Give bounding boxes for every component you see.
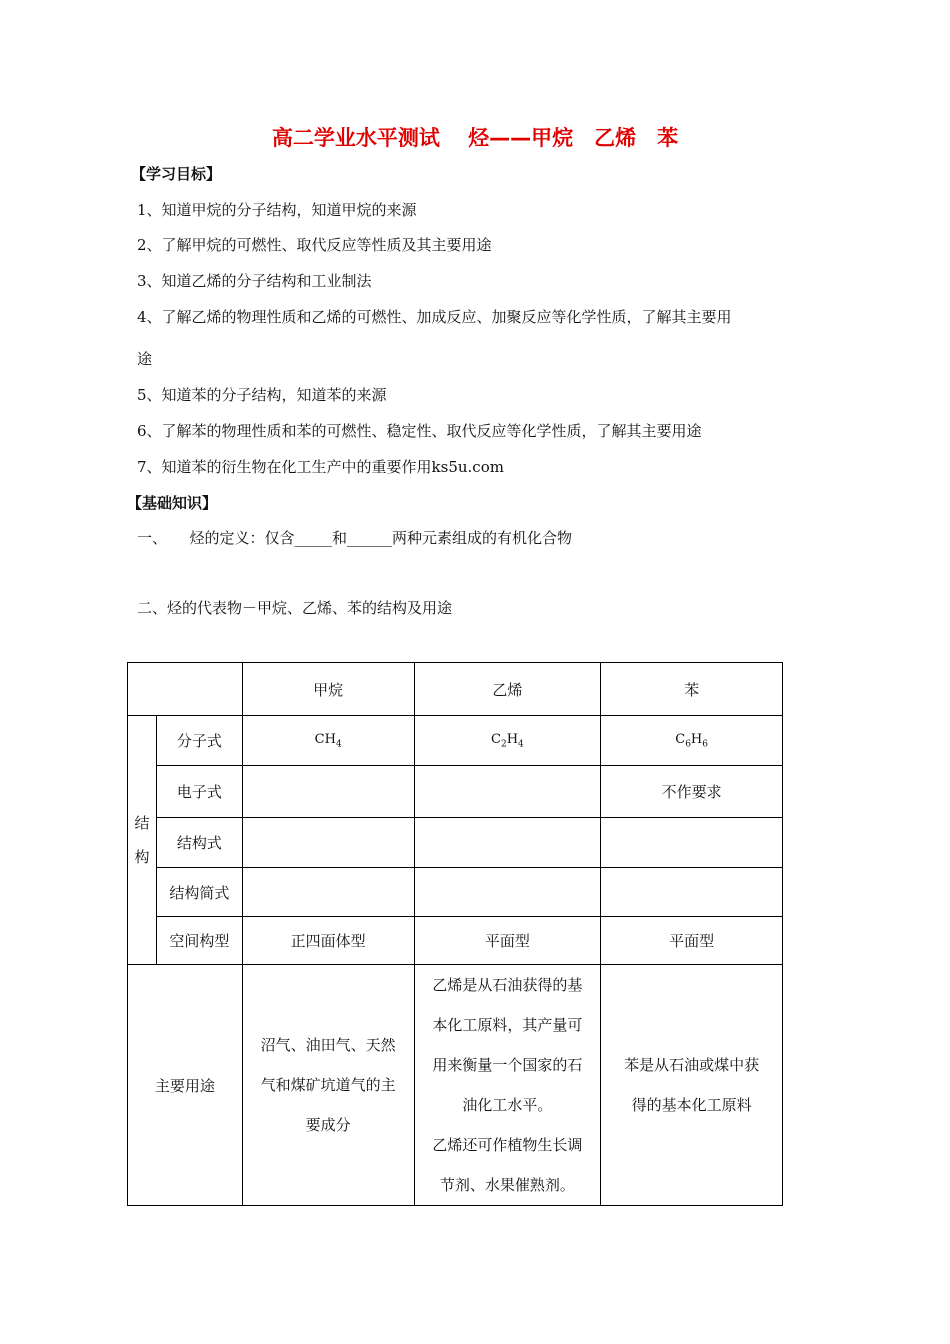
objectives-heading: 【学习目标】 [131, 165, 222, 183]
basics-heading: 【基础知识】 [127, 494, 218, 512]
benzene-geometry: 平面型 [601, 917, 783, 965]
hydrocarbon-definition: 一、 烃的定义：仅含_____和______两种元素组成的有机化合物 [137, 529, 573, 547]
ethylene-structure [414, 818, 601, 868]
hydrocarbon-table [127, 662, 783, 1206]
objective-item: 2、了解甲烷的可燃性、取代反应等性质及其主要用途 [137, 236, 492, 254]
benzene-formula: $C_6H_6$ [601, 716, 783, 766]
row-label-formula: 分子式 [156, 716, 242, 766]
ethylene-electron [414, 766, 601, 818]
objective-item: 1、知道甲烷的分子结构，知道甲烷的来源 [137, 201, 417, 219]
row-label-structure: 结构式 [156, 818, 242, 868]
benzene-electron: 不作要求 [601, 766, 783, 818]
methane-formula: $CH_4$ [242, 716, 414, 766]
ethylene-simplified [414, 868, 601, 917]
methane-uses: 沼气、油田气、天然 气和煤矿坑道气的主 要成分 [242, 965, 414, 1206]
row-label-uses: 主要用途 [128, 965, 243, 1206]
ethylene-geometry: 平面型 [414, 917, 601, 965]
benzene-simplified [601, 868, 783, 917]
header-methane: 甲烷 [242, 663, 414, 716]
methane-geometry: 正四面体型 [242, 917, 414, 965]
methane-simplified [242, 868, 414, 917]
objective-item: 途 [137, 350, 153, 368]
header-ethylene: 乙烯 [414, 663, 601, 716]
structure-group-label: 结 构 [128, 716, 157, 965]
methane-structure [242, 818, 414, 868]
representatives-heading: 二、烃的代表物－甲烷、乙烯、苯的结构及用途 [137, 599, 453, 617]
header-benzene: 苯 [601, 663, 783, 716]
objective-item: 7、知道苯的衍生物在化工生产中的重要作用ks5u.com [137, 458, 504, 476]
row-label-simplified: 结构简式 [156, 868, 242, 917]
benzene-structure [601, 818, 783, 868]
row-label-geometry: 空间构型 [156, 917, 242, 965]
objective-item: 3、知道乙烯的分子结构和工业制法 [137, 272, 372, 290]
corner-cell [128, 663, 243, 716]
benzene-uses: 苯是从石油或煤中获 得的基本化工原料 [601, 965, 783, 1206]
objective-item: 4、了解乙烯的物理性质和乙烯的可燃性、加成反应、加聚反应等化学性质，了解其主要用 [137, 308, 732, 326]
ethylene-formula: $C_2H_4$ [414, 716, 601, 766]
objective-item: 6、了解苯的物理性质和苯的可燃性、稳定性、取代反应等化学性质，了解其主要用途 [137, 422, 702, 440]
row-label-electron: 电子式 [156, 766, 242, 818]
methane-electron [242, 766, 414, 818]
page-title: 高二学业水平测试 烃——甲烷 乙烯 苯 [271, 126, 679, 150]
ethylene-uses: 乙烯是从石油获得的基 本化工原料，其产量可 用来衡量一个国家的石 油化工水平。 乙烯还可作植物生长调 节剂、水果催熟剂。 [414, 965, 601, 1206]
objective-item: 5、知道苯的分子结构，知道苯的来源 [137, 386, 387, 404]
